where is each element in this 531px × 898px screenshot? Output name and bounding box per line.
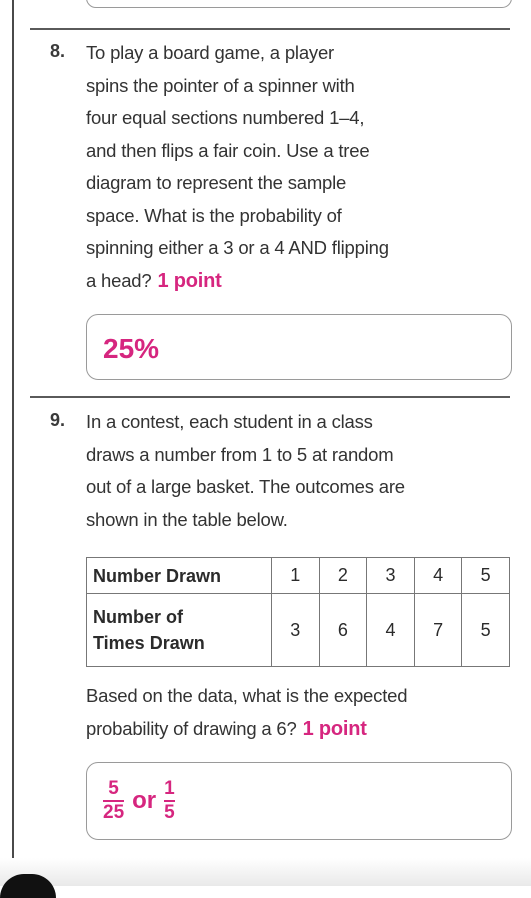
table-row (87, 594, 510, 667)
q8-line: spins the pointer of a spinner with (86, 74, 355, 96)
q9-prompt-line2 (86, 713, 516, 746)
q9-line: out of a large basket. The outcomes are (86, 476, 405, 497)
q9-line: draws a number from 1 to 5 at random (86, 443, 394, 465)
fraction-numerator: 5 (108, 778, 119, 799)
table-cell: 5 (462, 594, 510, 667)
q8-line: and then flips a fair coin. Use a tree (86, 139, 370, 161)
fraction-denominator: 25 (103, 802, 125, 823)
table-cell: 1 (272, 558, 320, 594)
question-8-text (86, 37, 516, 297)
q9-prompt-line2-text: probability of drawing a 6? (86, 717, 297, 739)
table-header-times-drawn (87, 594, 272, 667)
table-cell: 6 (319, 594, 367, 667)
question-9-answer (103, 779, 175, 823)
q8-line: four equal sections numbered 1–4, (86, 107, 365, 128)
bottom-edge (0, 858, 531, 886)
question-8-answer-box[interactable] (86, 314, 512, 380)
question-9-answer-box[interactable] (86, 762, 512, 840)
q8-line: spinning either a 3 or a 4 AND flipping (86, 237, 389, 258)
q8-points: 1 point (157, 269, 222, 292)
table-header-number-drawn: Number Drawn (87, 558, 272, 594)
q8-line: space. What is the probability of (86, 204, 342, 226)
times-drawn-line2: Times Drawn (93, 633, 205, 653)
table-cell: 3 (272, 594, 320, 667)
question-9-text (86, 406, 516, 536)
previous-answer-box[interactable] (86, 0, 512, 8)
question-8-number: 8. (50, 41, 66, 61)
q9-line: In a contest, each student in a class (86, 411, 373, 432)
fraction-5-25 (103, 779, 124, 823)
q9-line: shown in the table below. (86, 508, 288, 530)
divider-top (30, 28, 510, 30)
q8-line: diagram to represent the sample (86, 172, 347, 193)
question-9-number: 9. (50, 410, 66, 430)
table-cell: 2 (319, 558, 367, 594)
q8-last-line (86, 265, 516, 298)
q8-last-line-text: a head? (86, 269, 152, 291)
table-cell: 4 (367, 594, 415, 667)
table-cell: 4 (414, 558, 462, 594)
times-drawn-line1: Number of (93, 607, 183, 627)
table-row (87, 558, 510, 594)
fraction-numerator: 1 (164, 778, 175, 799)
or-text: or (132, 787, 157, 814)
fraction-denominator: 5 (164, 802, 175, 823)
question-8-answer: 25% (103, 333, 160, 364)
table-cell: 5 (462, 558, 510, 594)
margin-rule (12, 0, 14, 858)
divider-middle (30, 396, 510, 398)
q9-points: 1 point (302, 717, 367, 740)
q8-line: To play a board game, a player (86, 42, 335, 63)
question-9-prompt (86, 680, 516, 745)
table-cell: 7 (414, 594, 462, 667)
table-cell: 3 (367, 558, 415, 594)
q9-prompt-line1: Based on the data, what is the expected (86, 685, 408, 706)
outcomes-table (86, 557, 510, 667)
fraction-1-5 (164, 779, 175, 823)
